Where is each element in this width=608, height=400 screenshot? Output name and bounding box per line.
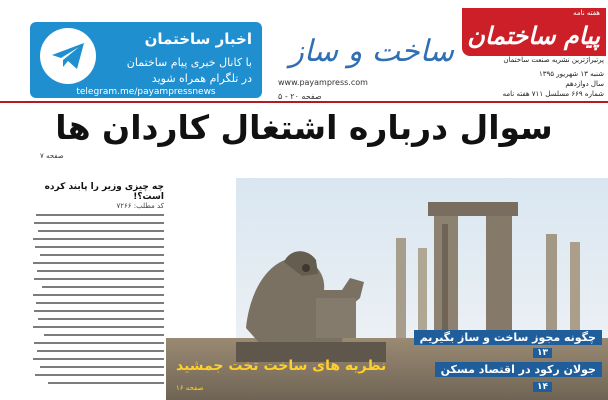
issue-year: سال دوازدهم	[565, 80, 604, 88]
side-article-code: کد مطلب: ۷۲۶۶	[116, 202, 164, 210]
telegram-line-1: با کانال خبری پیام ساختمان	[126, 56, 252, 69]
paper-plane-icon	[50, 41, 86, 71]
website-url[interactable]: www.payampress.com	[278, 78, 368, 87]
story-label-permit[interactable]: چگونه مجوز ساخت و ساز بگیریم	[414, 330, 602, 345]
telegram-promo-box[interactable]	[30, 22, 262, 98]
telegram-line-2: در تلگرام همراه شوید	[151, 72, 252, 85]
masthead-block	[462, 8, 606, 56]
story-label-housing[interactable]: جولان رکود در اقتصاد مسکن	[435, 362, 602, 377]
side-article-title: چه چیزی وزیر را پابند کرده است؟!	[44, 182, 164, 202]
issue-date: شنبه ۱۳ شهریور ۱۳۹۵	[538, 70, 604, 78]
brand-pages: صفحه ۲۰ - ۵	[278, 92, 322, 101]
photo-caption[interactable]: نظریه های ساخت تخت جمشید	[176, 358, 387, 374]
masthead-title: پیام ساختمان	[467, 22, 600, 50]
side-article[interactable]	[32, 180, 164, 400]
header-divider	[0, 101, 608, 103]
headline-page-ref: صفحه ۷	[40, 152, 64, 160]
telegram-logo	[40, 28, 96, 84]
main-headline[interactable]: سوال درباره اشتغال کاردان ها	[55, 108, 553, 147]
brand-name: ساخت و ساز	[289, 34, 454, 69]
persepolis-photo[interactable]	[166, 178, 608, 400]
story-page-permit: ۱۳	[533, 348, 552, 358]
issue-number: شماره ۶۶۹ مسلسل ۷۱۱ هفته نامه	[502, 90, 604, 98]
masthead-subtitle: پرتیراژترین نشریه صنعت ساختمان	[503, 56, 604, 64]
telegram-title: اخبار ساختمان	[144, 30, 252, 48]
telegram-url[interactable]: telegram.me/payampressnews	[76, 87, 216, 97]
photo-caption-page: صفحه ۱۶	[176, 384, 204, 392]
story-page-housing: ۱۴	[533, 382, 552, 392]
masthead-weekly: هفته نامه	[573, 9, 600, 17]
sakht-o-saz-brand	[270, 22, 460, 101]
